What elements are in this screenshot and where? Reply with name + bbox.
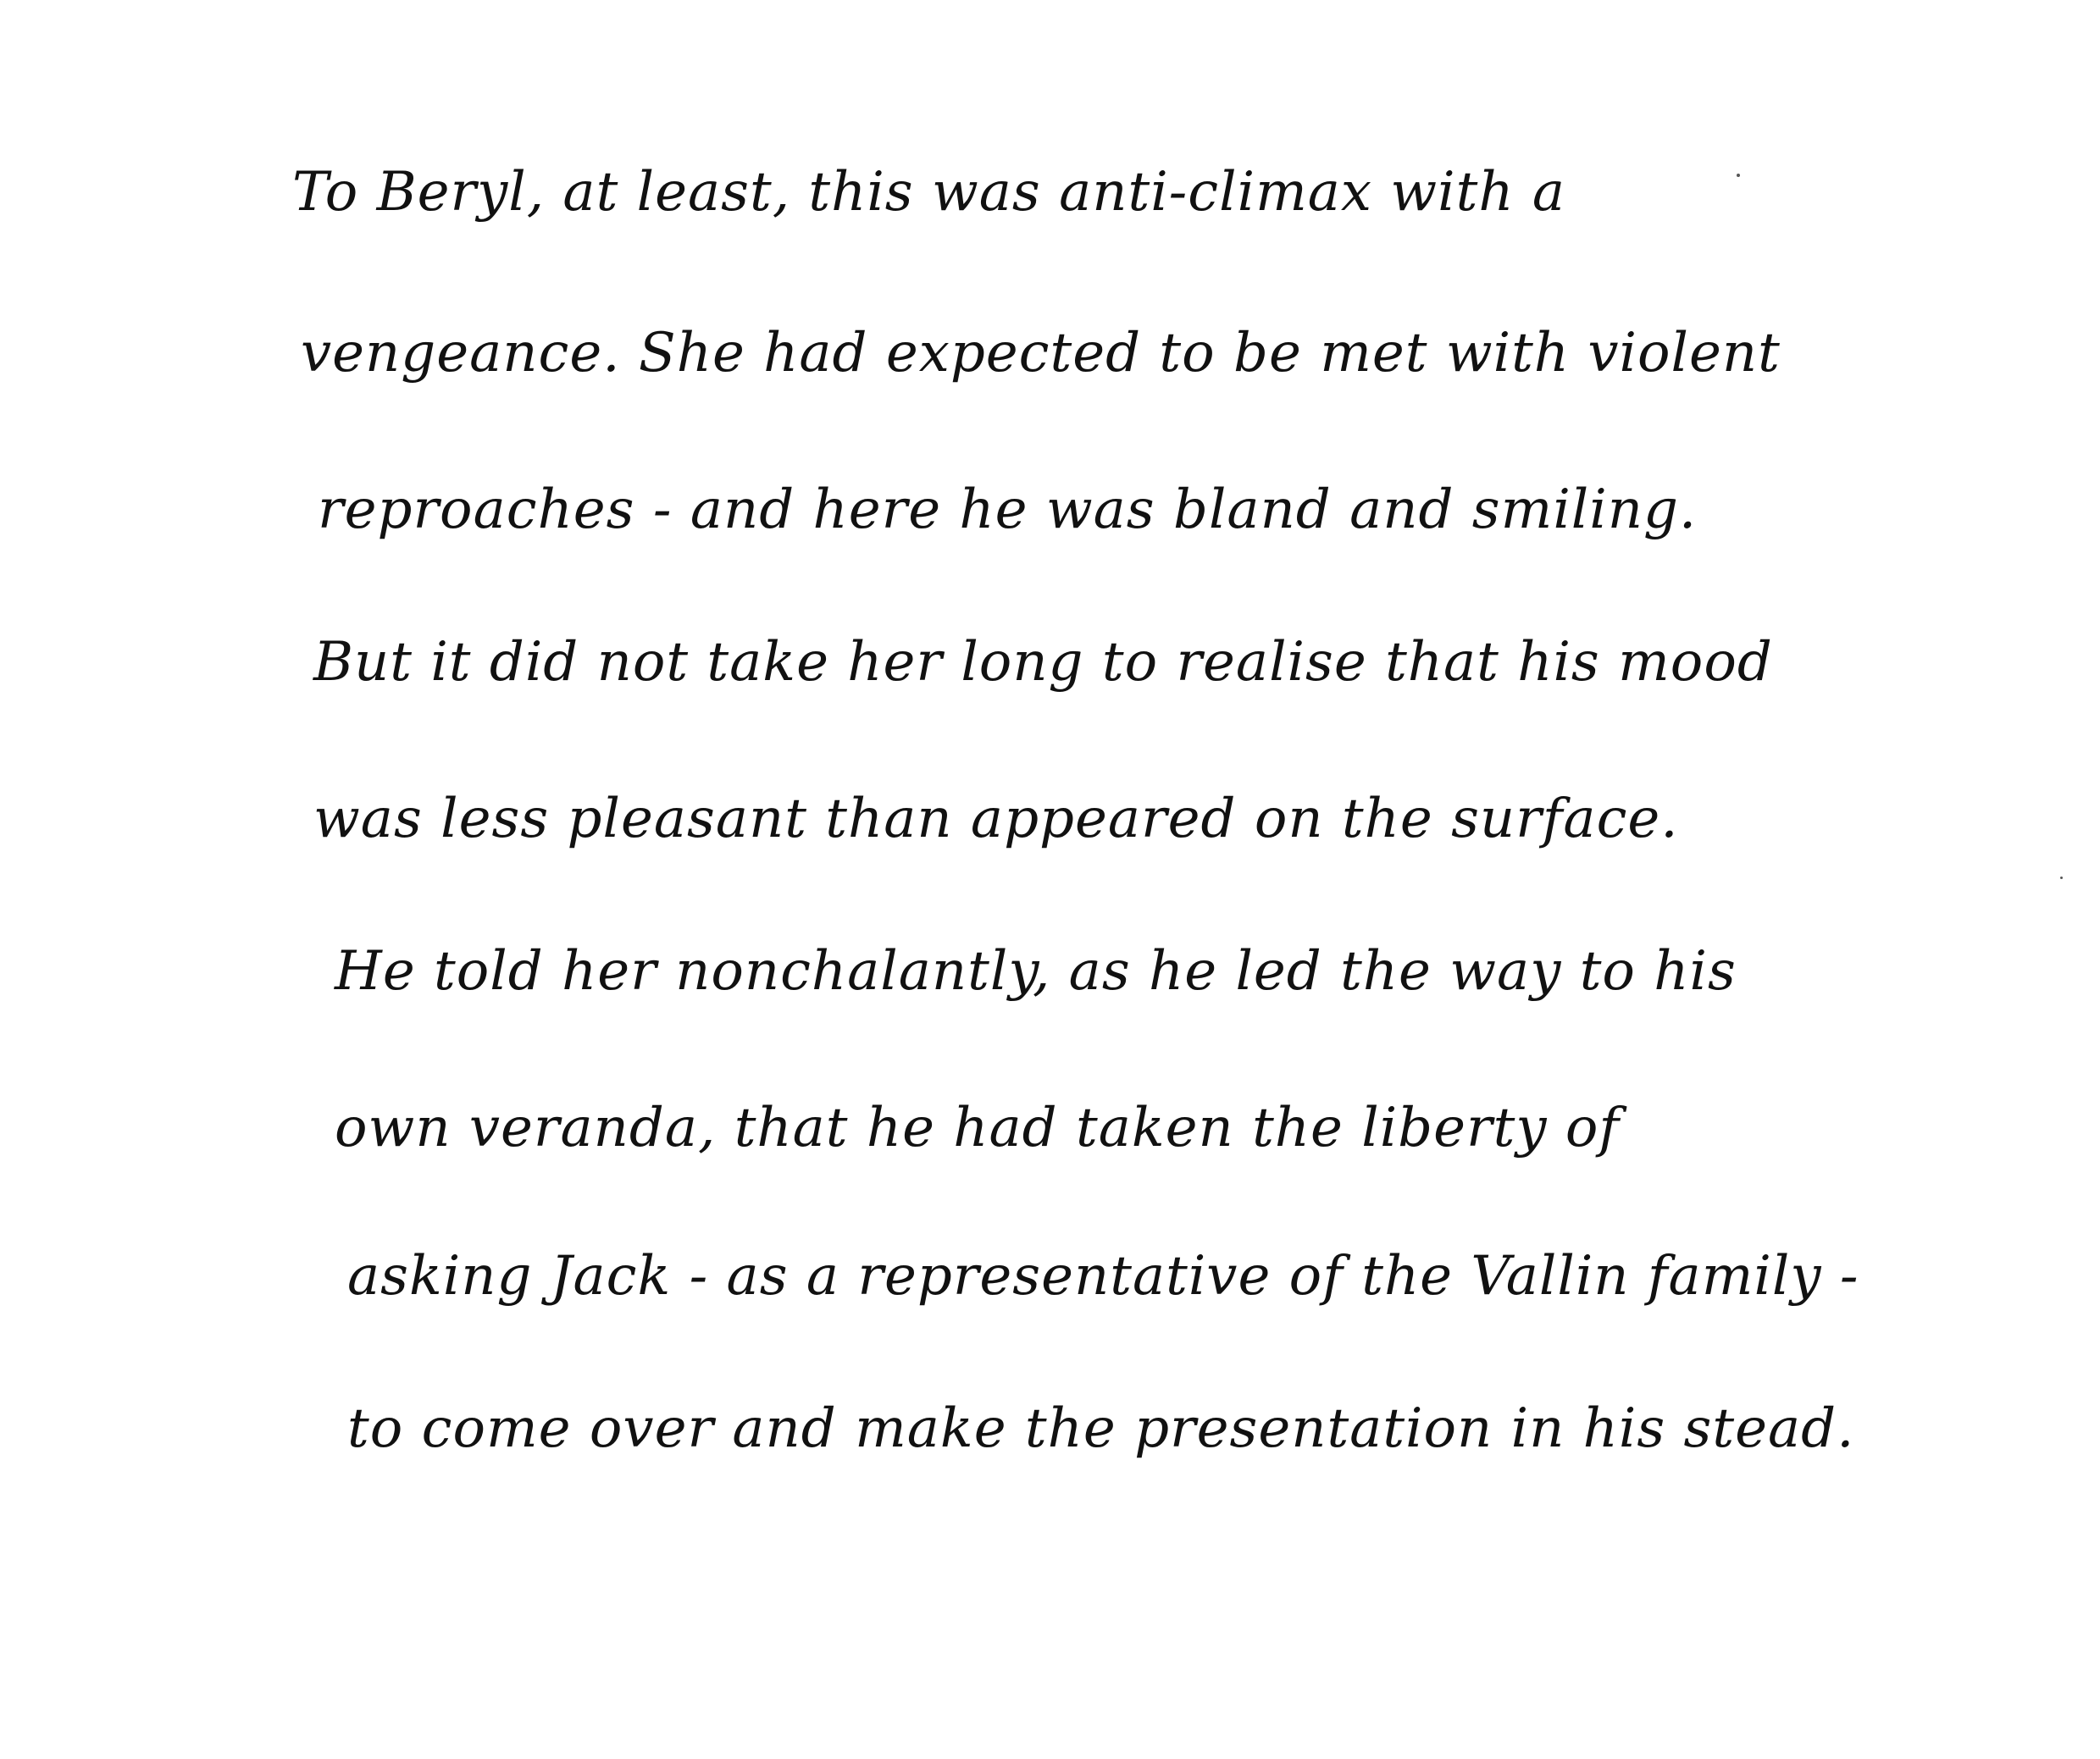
text-line-4: But it did not take her long to realise that his mood	[313, 631, 1773, 694]
text-line-7: own veranda, that he had taken the liberty of	[335, 1097, 1621, 1159]
text-line-5: was less pleasant than appeared on the surface.	[313, 788, 1679, 850]
text-line-8: asking Jack - as a representative of the Vallin family -	[347, 1245, 1859, 1308]
paper-speck	[2060, 877, 2063, 879]
text-line-3: reproaches - and here he was bland and smiling.	[318, 478, 1698, 541]
text-line-1: To Beryl, at least, this was anti-climax with a	[292, 161, 1566, 224]
text-line-9: to come over and make the presentation in his stead.	[347, 1397, 1855, 1460]
text-line-6: He told her nonchalantly, as he led the way to his	[335, 940, 1737, 1003]
text-line-2: vengeance. She had expected to be met with violent	[301, 322, 1781, 384]
paper-speck	[1737, 174, 1740, 177]
